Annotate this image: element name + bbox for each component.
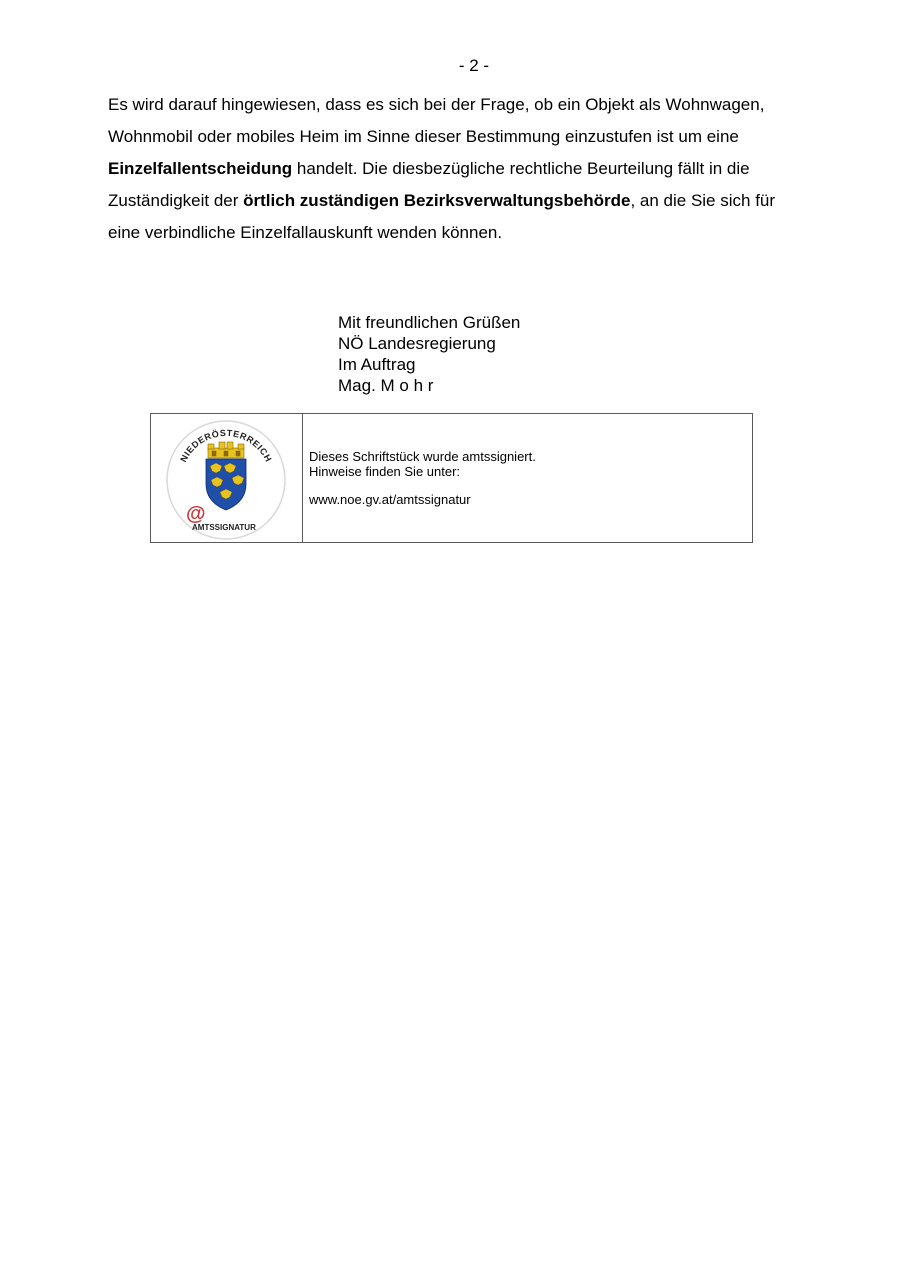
body-paragraph: [108, 89, 838, 249]
closing-greeting: Mit freundlichen Grüßen: [338, 313, 521, 332]
amtssignatur-seal-icon: [164, 418, 288, 542]
paragraph-line-1: Es wird darauf hingewiesen, dass es sich bei der Frage, ob ein Objekt als Wohnwagen,: [108, 95, 765, 114]
paragraph-line-5: eine verbindliche Einzelfallauskunft wenden können.: [108, 223, 503, 242]
svg-text:NIEDERÖSTERREICH: NIEDERÖSTERREICH: [178, 427, 274, 464]
paragraph-line-2: Wohnmobil oder mobiles Heim im Sinne dieser Bestimmung einzustufen ist um eine: [108, 127, 739, 146]
paragraph-line-4-start: Zuständigkeit der: [108, 191, 244, 210]
paragraph-line-3: [108, 153, 838, 185]
svg-text:@: @: [186, 503, 206, 525]
signature-block: [150, 413, 753, 543]
notice-line-2: Hinweise finden Sie unter:: [309, 464, 461, 479]
paragraph-line-3-rest: handelt. Die diesbezügliche rechtliche Beurteilung fällt in die: [292, 159, 750, 178]
signature-notice: [303, 414, 752, 542]
signature-info-link[interactable]: www.noe.gv.at/amtssignatur: [309, 492, 471, 507]
seal-cell: [151, 414, 303, 542]
bold-term-einzelfallentscheidung: Einzelfallentscheidung: [108, 159, 293, 178]
closing-signatory: Mag. M o h r: [338, 376, 434, 395]
page-number: - 2 -: [458, 56, 490, 75]
closing-block: [338, 312, 520, 396]
svg-text:AMTSSIGNATUR: AMTSSIGNATUR: [192, 523, 256, 532]
bold-term-authority: örtlich zuständigen Bezirksverwaltungsbehörde: [243, 191, 631, 210]
closing-authority: NÖ Landesregierung: [338, 334, 496, 353]
notice-line-1: Dieses Schriftstück wurde amtssigniert.: [309, 449, 536, 464]
closing-on-behalf: Im Auftrag: [338, 355, 416, 374]
paragraph-line-4-rest: , an die Sie sich für: [630, 191, 776, 210]
paragraph-line-4: [108, 185, 838, 217]
